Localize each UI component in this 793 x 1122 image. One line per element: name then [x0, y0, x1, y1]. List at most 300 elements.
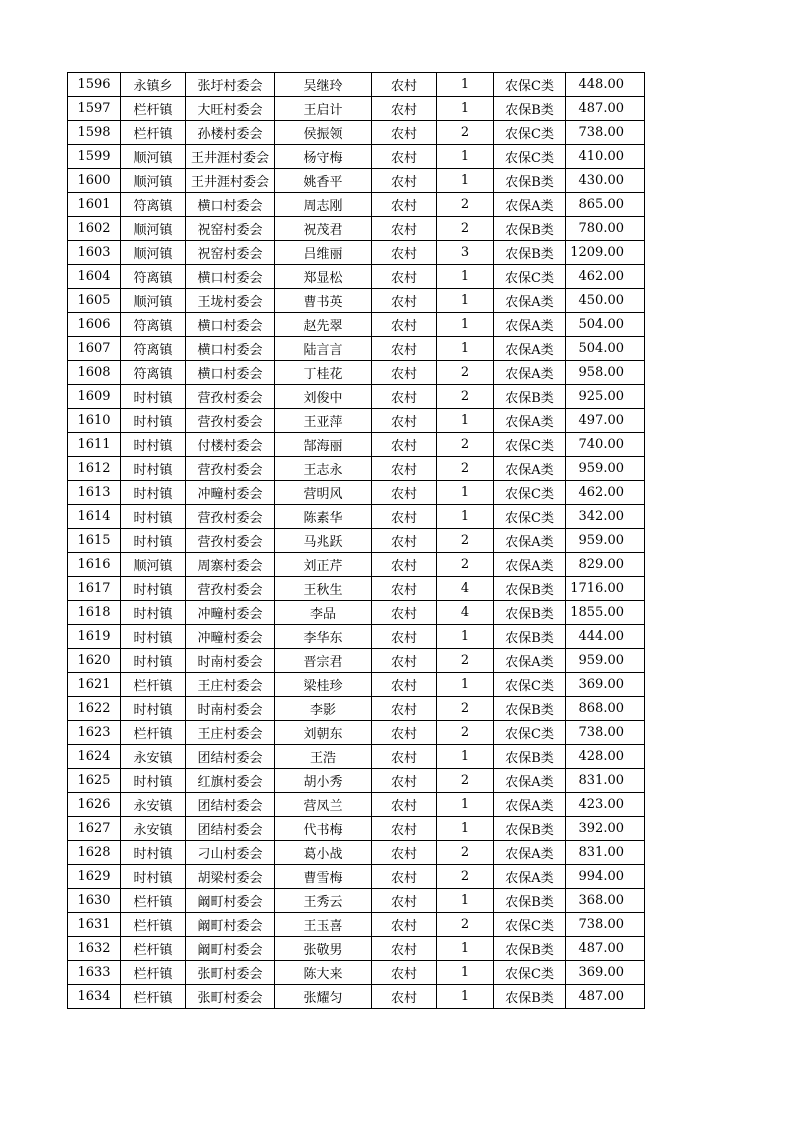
cell-town: 时村镇 [121, 649, 186, 673]
cell-id: 1600 [68, 169, 121, 193]
table-row [68, 217, 645, 241]
cell-amount: 925.00 [566, 385, 645, 409]
cell-category: 农保A类 [494, 409, 566, 433]
table-row [68, 145, 645, 169]
cell-name: 郜海丽 [275, 433, 372, 457]
cell-count: 4 [437, 577, 494, 601]
cell-count: 1 [437, 169, 494, 193]
cell-area: 农村 [372, 193, 437, 217]
cell-amount: 504.00 [566, 337, 645, 361]
cell-category: 农保B类 [494, 97, 566, 121]
cell-name: 刘朝东 [275, 721, 372, 745]
cell-id: 1603 [68, 241, 121, 265]
cell-id: 1609 [68, 385, 121, 409]
cell-count: 2 [437, 769, 494, 793]
cell-category: 农保C类 [494, 913, 566, 937]
cell-area: 农村 [372, 577, 437, 601]
cell-area: 农村 [372, 793, 437, 817]
cell-town: 顺河镇 [121, 169, 186, 193]
cell-amount: 487.00 [566, 97, 645, 121]
table-row [68, 121, 645, 145]
cell-village: 时南村委会 [186, 697, 275, 721]
cell-id: 1624 [68, 745, 121, 769]
cell-village: 阚町村委会 [186, 937, 275, 961]
table-row [68, 241, 645, 265]
cell-name: 王志永 [275, 457, 372, 481]
table-row [68, 697, 645, 721]
records-table-body [68, 73, 645, 1009]
cell-amount: 959.00 [566, 649, 645, 673]
cell-village: 横口村委会 [186, 193, 275, 217]
table-row [68, 385, 645, 409]
cell-name: 吕维丽 [275, 241, 372, 265]
cell-id: 1606 [68, 313, 121, 337]
cell-name: 侯振领 [275, 121, 372, 145]
cell-name: 陈素华 [275, 505, 372, 529]
cell-count: 1 [437, 817, 494, 841]
cell-town: 栏杆镇 [121, 985, 186, 1009]
cell-name: 李品 [275, 601, 372, 625]
cell-amount: 497.00 [566, 409, 645, 433]
cell-category: 农保A类 [494, 529, 566, 553]
cell-name: 马兆跃 [275, 529, 372, 553]
cell-town: 栏杆镇 [121, 961, 186, 985]
cell-village: 横口村委会 [186, 337, 275, 361]
cell-name: 周志刚 [275, 193, 372, 217]
cell-category: 农保C类 [494, 505, 566, 529]
cell-category: 农保A类 [494, 553, 566, 577]
cell-town: 时村镇 [121, 865, 186, 889]
cell-id: 1626 [68, 793, 121, 817]
cell-count: 1 [437, 97, 494, 121]
cell-category: 农保C类 [494, 73, 566, 97]
cell-area: 农村 [372, 817, 437, 841]
cell-town: 栏杆镇 [121, 673, 186, 697]
cell-category: 农保A类 [494, 313, 566, 337]
cell-count: 2 [437, 553, 494, 577]
cell-amount: 780.00 [566, 217, 645, 241]
cell-id: 1601 [68, 193, 121, 217]
cell-town: 时村镇 [121, 385, 186, 409]
cell-amount: 958.00 [566, 361, 645, 385]
cell-village: 营孜村委会 [186, 385, 275, 409]
cell-id: 1608 [68, 361, 121, 385]
cell-category: 农保A类 [494, 361, 566, 385]
cell-amount: 410.00 [566, 145, 645, 169]
cell-town: 符离镇 [121, 193, 186, 217]
cell-count: 2 [437, 121, 494, 145]
cell-count: 2 [437, 697, 494, 721]
cell-category: 农保B类 [494, 385, 566, 409]
cell-count: 1 [437, 409, 494, 433]
cell-village: 横口村委会 [186, 361, 275, 385]
cell-amount: 504.00 [566, 313, 645, 337]
cell-category: 农保B类 [494, 889, 566, 913]
cell-id: 1631 [68, 913, 121, 937]
cell-name: 李华东 [275, 625, 372, 649]
cell-name: 祝茂君 [275, 217, 372, 241]
cell-category: 农保B类 [494, 625, 566, 649]
cell-count: 4 [437, 601, 494, 625]
cell-town: 符离镇 [121, 361, 186, 385]
table-row [68, 889, 645, 913]
cell-town: 顺河镇 [121, 289, 186, 313]
cell-town: 符离镇 [121, 337, 186, 361]
cell-amount: 738.00 [566, 721, 645, 745]
cell-amount: 368.00 [566, 889, 645, 913]
cell-amount: 865.00 [566, 193, 645, 217]
cell-village: 冲疃村委会 [186, 481, 275, 505]
cell-name: 陆言言 [275, 337, 372, 361]
cell-category: 农保C类 [494, 721, 566, 745]
cell-village: 团结村委会 [186, 793, 275, 817]
cell-id: 1634 [68, 985, 121, 1009]
cell-town: 栏杆镇 [121, 721, 186, 745]
cell-name: 张耀匀 [275, 985, 372, 1009]
cell-town: 栏杆镇 [121, 889, 186, 913]
cell-count: 1 [437, 265, 494, 289]
records-table [67, 72, 645, 1009]
cell-id: 1613 [68, 481, 121, 505]
cell-town: 时村镇 [121, 769, 186, 793]
table-row [68, 721, 645, 745]
cell-count: 1 [437, 337, 494, 361]
cell-name: 曹雪梅 [275, 865, 372, 889]
cell-area: 农村 [372, 625, 437, 649]
cell-area: 农村 [372, 769, 437, 793]
cell-category: 农保C类 [494, 433, 566, 457]
cell-amount: 462.00 [566, 481, 645, 505]
cell-village: 营孜村委会 [186, 529, 275, 553]
table-row [68, 481, 645, 505]
cell-town: 时村镇 [121, 481, 186, 505]
cell-id: 1623 [68, 721, 121, 745]
cell-count: 2 [437, 721, 494, 745]
cell-town: 符离镇 [121, 265, 186, 289]
cell-count: 1 [437, 289, 494, 313]
cell-name: 王秀云 [275, 889, 372, 913]
cell-village: 阚町村委会 [186, 889, 275, 913]
cell-category: 农保A类 [494, 193, 566, 217]
cell-town: 时村镇 [121, 601, 186, 625]
cell-id: 1616 [68, 553, 121, 577]
cell-village: 孙楼村委会 [186, 121, 275, 145]
cell-category: 农保B类 [494, 985, 566, 1009]
table-row [68, 553, 645, 577]
cell-area: 农村 [372, 433, 437, 457]
cell-amount: 738.00 [566, 913, 645, 937]
cell-town: 永安镇 [121, 793, 186, 817]
cell-name: 王启计 [275, 97, 372, 121]
table-row [68, 169, 645, 193]
cell-amount: 831.00 [566, 841, 645, 865]
table-row [68, 289, 645, 313]
table-row [68, 913, 645, 937]
cell-count: 1 [437, 937, 494, 961]
cell-name: 王秋生 [275, 577, 372, 601]
cell-amount: 959.00 [566, 529, 645, 553]
cell-area: 农村 [372, 505, 437, 529]
cell-name: 郑显松 [275, 265, 372, 289]
cell-id: 1621 [68, 673, 121, 697]
cell-area: 农村 [372, 601, 437, 625]
cell-category: 农保A类 [494, 337, 566, 361]
cell-village: 王井涯村委会 [186, 145, 275, 169]
cell-area: 农村 [372, 985, 437, 1009]
table-row [68, 505, 645, 529]
cell-amount: 369.00 [566, 673, 645, 697]
cell-area: 农村 [372, 937, 437, 961]
cell-town: 符离镇 [121, 313, 186, 337]
cell-town: 时村镇 [121, 697, 186, 721]
cell-area: 农村 [372, 841, 437, 865]
cell-name: 刘正芹 [275, 553, 372, 577]
cell-count: 1 [437, 793, 494, 817]
table-row [68, 841, 645, 865]
cell-name: 营明风 [275, 481, 372, 505]
cell-village: 团结村委会 [186, 745, 275, 769]
cell-area: 农村 [372, 217, 437, 241]
cell-name: 姚香平 [275, 169, 372, 193]
cell-category: 农保A类 [494, 457, 566, 481]
cell-town: 时村镇 [121, 457, 186, 481]
cell-category: 农保C类 [494, 481, 566, 505]
table-row [68, 961, 645, 985]
cell-name: 刘俊中 [275, 385, 372, 409]
cell-village: 付楼村委会 [186, 433, 275, 457]
cell-id: 1630 [68, 889, 121, 913]
cell-category: 农保C类 [494, 121, 566, 145]
cell-amount: 740.00 [566, 433, 645, 457]
cell-town: 栏杆镇 [121, 121, 186, 145]
table-row [68, 337, 645, 361]
cell-id: 1604 [68, 265, 121, 289]
cell-id: 1607 [68, 337, 121, 361]
cell-id: 1605 [68, 289, 121, 313]
cell-id: 1619 [68, 625, 121, 649]
cell-id: 1599 [68, 145, 121, 169]
cell-count: 1 [437, 625, 494, 649]
cell-name: 赵先翠 [275, 313, 372, 337]
cell-town: 顺河镇 [121, 217, 186, 241]
table-row [68, 649, 645, 673]
cell-area: 农村 [372, 337, 437, 361]
cell-amount: 831.00 [566, 769, 645, 793]
cell-amount: 829.00 [566, 553, 645, 577]
table-row [68, 601, 645, 625]
cell-town: 时村镇 [121, 841, 186, 865]
cell-count: 2 [437, 865, 494, 889]
table-row [68, 745, 645, 769]
cell-village: 刁山村委会 [186, 841, 275, 865]
cell-town: 时村镇 [121, 433, 186, 457]
cell-amount: 462.00 [566, 265, 645, 289]
table-row [68, 625, 645, 649]
cell-amount: 342.00 [566, 505, 645, 529]
cell-town: 永安镇 [121, 745, 186, 769]
cell-amount: 450.00 [566, 289, 645, 313]
cell-id: 1612 [68, 457, 121, 481]
cell-name: 代书梅 [275, 817, 372, 841]
cell-town: 永镇乡 [121, 73, 186, 97]
cell-area: 农村 [372, 649, 437, 673]
cell-town: 时村镇 [121, 505, 186, 529]
cell-amount: 1209.00 [566, 241, 645, 265]
cell-id: 1633 [68, 961, 121, 985]
cell-village: 张町村委会 [186, 961, 275, 985]
cell-count: 1 [437, 145, 494, 169]
cell-id: 1618 [68, 601, 121, 625]
cell-id: 1632 [68, 937, 121, 961]
cell-id: 1617 [68, 577, 121, 601]
cell-id: 1622 [68, 697, 121, 721]
cell-category: 农保A类 [494, 841, 566, 865]
cell-name: 杨守梅 [275, 145, 372, 169]
cell-amount: 868.00 [566, 697, 645, 721]
cell-town: 栏杆镇 [121, 913, 186, 937]
table-row [68, 817, 645, 841]
cell-village: 王庄村委会 [186, 721, 275, 745]
cell-area: 农村 [372, 961, 437, 985]
cell-category: 农保B类 [494, 241, 566, 265]
cell-village: 时南村委会 [186, 649, 275, 673]
cell-category: 农保A类 [494, 793, 566, 817]
cell-amount: 448.00 [566, 73, 645, 97]
table-row [68, 769, 645, 793]
cell-category: 农保C类 [494, 673, 566, 697]
cell-count: 1 [437, 673, 494, 697]
cell-amount: 487.00 [566, 985, 645, 1009]
cell-name: 陈大来 [275, 961, 372, 985]
table-row [68, 985, 645, 1009]
cell-name: 吴继玲 [275, 73, 372, 97]
table-row [68, 793, 645, 817]
cell-count: 2 [437, 193, 494, 217]
table-row [68, 457, 645, 481]
table-row [68, 529, 645, 553]
cell-village: 大旺村委会 [186, 97, 275, 121]
cell-village: 祝窑村委会 [186, 217, 275, 241]
cell-area: 农村 [372, 865, 437, 889]
cell-area: 农村 [372, 73, 437, 97]
table-row [68, 193, 645, 217]
cell-count: 2 [437, 361, 494, 385]
cell-category: 农保B类 [494, 697, 566, 721]
cell-area: 农村 [372, 385, 437, 409]
cell-village: 营孜村委会 [186, 577, 275, 601]
table-row [68, 433, 645, 457]
cell-name: 营凤兰 [275, 793, 372, 817]
cell-village: 胡梁村委会 [186, 865, 275, 889]
cell-category: 农保B类 [494, 937, 566, 961]
cell-name: 王亚萍 [275, 409, 372, 433]
cell-area: 农村 [372, 241, 437, 265]
cell-village: 红旗村委会 [186, 769, 275, 793]
cell-town: 永安镇 [121, 817, 186, 841]
cell-category: 农保A类 [494, 769, 566, 793]
cell-village: 张町村委会 [186, 985, 275, 1009]
cell-category: 农保B类 [494, 169, 566, 193]
cell-name: 梁桂珍 [275, 673, 372, 697]
cell-amount: 423.00 [566, 793, 645, 817]
table-row [68, 313, 645, 337]
cell-count: 2 [437, 217, 494, 241]
cell-name: 李影 [275, 697, 372, 721]
cell-village: 周寨村委会 [186, 553, 275, 577]
cell-village: 张圩村委会 [186, 73, 275, 97]
cell-area: 农村 [372, 481, 437, 505]
cell-category: 农保B类 [494, 601, 566, 625]
cell-area: 农村 [372, 697, 437, 721]
cell-town: 顺河镇 [121, 241, 186, 265]
cell-village: 阚町村委会 [186, 913, 275, 937]
cell-village: 冲疃村委会 [186, 625, 275, 649]
cell-id: 1629 [68, 865, 121, 889]
cell-area: 农村 [372, 289, 437, 313]
cell-count: 2 [437, 433, 494, 457]
cell-town: 栏杆镇 [121, 937, 186, 961]
cell-id: 1597 [68, 97, 121, 121]
cell-id: 1596 [68, 73, 121, 97]
cell-name: 张敬男 [275, 937, 372, 961]
cell-id: 1620 [68, 649, 121, 673]
cell-amount: 1716.00 [566, 577, 645, 601]
cell-area: 农村 [372, 457, 437, 481]
cell-village: 冲疃村委会 [186, 601, 275, 625]
cell-count: 1 [437, 745, 494, 769]
cell-count: 2 [437, 913, 494, 937]
cell-village: 营孜村委会 [186, 409, 275, 433]
cell-count: 2 [437, 457, 494, 481]
cell-category: 农保B类 [494, 217, 566, 241]
cell-area: 农村 [372, 745, 437, 769]
cell-village: 团结村委会 [186, 817, 275, 841]
cell-id: 1628 [68, 841, 121, 865]
cell-id: 1598 [68, 121, 121, 145]
cell-category: 农保B类 [494, 745, 566, 769]
cell-count: 1 [437, 481, 494, 505]
cell-count: 1 [437, 73, 494, 97]
cell-area: 农村 [372, 265, 437, 289]
cell-count: 3 [437, 241, 494, 265]
cell-amount: 994.00 [566, 865, 645, 889]
cell-name: 晋宗君 [275, 649, 372, 673]
cell-count: 2 [437, 841, 494, 865]
cell-id: 1625 [68, 769, 121, 793]
cell-category: 农保C类 [494, 265, 566, 289]
cell-area: 农村 [372, 913, 437, 937]
cell-id: 1627 [68, 817, 121, 841]
cell-id: 1614 [68, 505, 121, 529]
cell-category: 农保C类 [494, 145, 566, 169]
cell-town: 时村镇 [121, 409, 186, 433]
cell-area: 农村 [372, 721, 437, 745]
cell-area: 农村 [372, 889, 437, 913]
cell-amount: 430.00 [566, 169, 645, 193]
table-row [68, 73, 645, 97]
cell-count: 1 [437, 505, 494, 529]
cell-town: 时村镇 [121, 529, 186, 553]
cell-name: 丁桂花 [275, 361, 372, 385]
cell-village: 祝窑村委会 [186, 241, 275, 265]
cell-town: 栏杆镇 [121, 97, 186, 121]
cell-village: 横口村委会 [186, 265, 275, 289]
cell-category: 农保B类 [494, 817, 566, 841]
cell-area: 农村 [372, 361, 437, 385]
cell-amount: 444.00 [566, 625, 645, 649]
cell-village: 王井涯村委会 [186, 169, 275, 193]
table-row [68, 97, 645, 121]
